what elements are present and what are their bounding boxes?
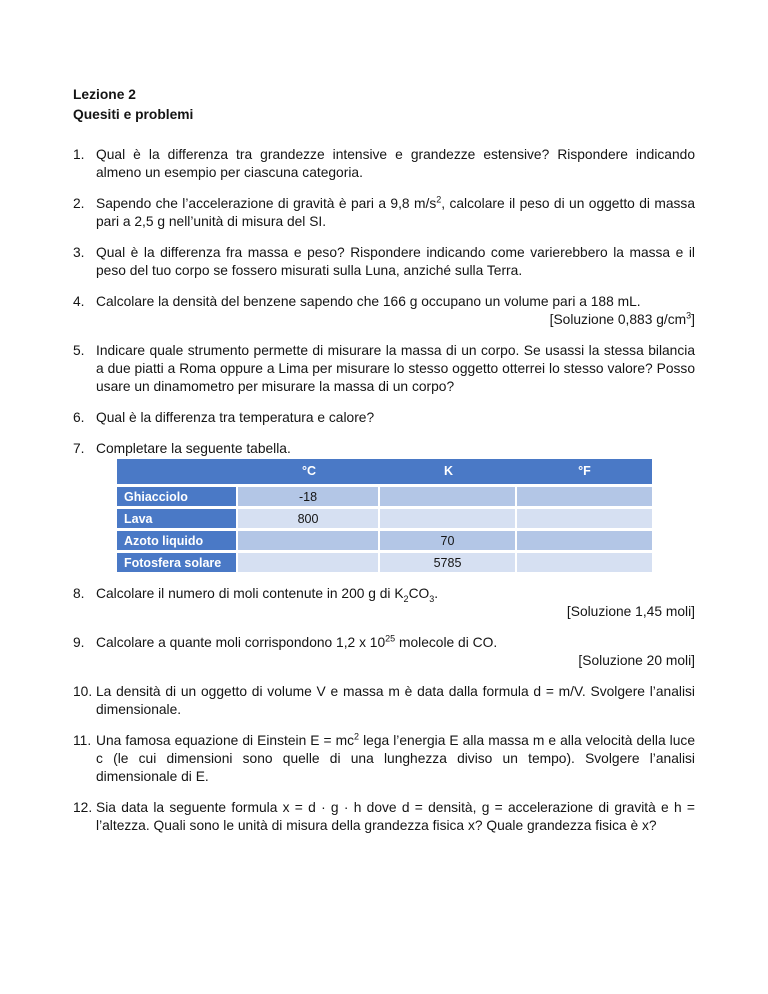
question-number: 3. (73, 245, 85, 260)
doc-subtitle: Quesiti e problemi (73, 107, 194, 122)
superscript: 3 (686, 310, 692, 321)
question-item (73, 440, 695, 572)
cell-kelvin (380, 487, 517, 506)
cell-kelvin: 5785 (380, 553, 517, 572)
question-item (73, 732, 695, 786)
question-text: Completare la seguente tabella. (96, 441, 291, 456)
question-item (73, 799, 695, 835)
question-text: Una famosa equazione di Einstein $E = mc^2$ lega l’energia E alla massa m e alla velocità della luce c (le cui dimensioni sono quelle di una lunghezza diviso un tempo). Svolgere l’analisi dimensionale di E. (96, 731, 695, 784)
question-item (73, 195, 695, 231)
temperature-table (117, 459, 652, 572)
header-cell: °C (301, 464, 317, 478)
solution-text: [Soluzione 1,45 moli] (566, 604, 695, 619)
row-label: Fotosfera solare (117, 553, 238, 572)
lesson-title: Lezione 2 (73, 87, 136, 102)
question-item (73, 342, 695, 396)
table-header-row (117, 459, 652, 484)
question-text: Sia data la seguente formula x = d · g · h dove d = densità, g = accelerazione di gravità e h = l’altezza. Quali sono le unità di misura della grandezza fisica x? Quale grandezza fisica è x? (96, 800, 695, 833)
header-cell-empty (117, 459, 238, 484)
superscript: 2 (354, 731, 360, 742)
cell-celsius (238, 553, 380, 572)
cell-fahrenheit (517, 509, 652, 528)
question-item (73, 146, 695, 182)
superscript: 25 (385, 633, 396, 644)
question-number: 1. (73, 147, 85, 162)
question-number: 2. (73, 196, 85, 211)
question-item (73, 683, 695, 719)
row-label: Lava (117, 509, 238, 528)
table-row (117, 509, 652, 528)
subscript: 2 (403, 593, 409, 604)
header-cell: K (443, 464, 454, 478)
row-label: Ghiacciolo (117, 487, 238, 506)
question-number: 12. (73, 800, 93, 815)
cell-fahrenheit (517, 553, 652, 572)
question-item (73, 634, 695, 670)
table-row (117, 531, 652, 550)
question-number: 6. (73, 410, 85, 425)
question-item (73, 293, 695, 329)
question-item (73, 244, 695, 280)
cell-celsius: -18 (238, 487, 380, 506)
cell-kelvin: 70 (380, 531, 517, 550)
question-number: 4. (73, 294, 85, 309)
question-number: 5. (73, 343, 85, 358)
question-number: 9. (73, 635, 85, 650)
question-number: 7. (73, 441, 85, 456)
row-label: Azoto liquido (117, 531, 238, 550)
solution-text: [Soluzione 0,883 $g/cm^3$] (549, 310, 695, 327)
superscript: 2 (436, 194, 442, 205)
questions-list (73, 146, 695, 835)
cell-celsius (238, 531, 380, 550)
cell-kelvin (380, 509, 517, 528)
question-text: Calcolare a quante moli corrispondono 1,2 x $10^{25}$ molecole di CO. (96, 633, 498, 650)
question-text: Qual è la differenza tra temperatura e calore? (96, 410, 375, 425)
table-row (117, 487, 652, 506)
question-text: Qual è la differenza fra massa e peso? Rispondere indicando come varierebbero la massa e il peso del tuo corpo se fossero misurati sulla Luna, anziché sulla Terra. (96, 245, 695, 278)
question-number: 11. (73, 733, 92, 748)
question-text: Sapendo che l’accelerazione di gravità è pari a 9,8 $m/s^2$, calcolare il peso di un oggetto di massa pari a 2,5 g nell’unità di misura del SI. (96, 194, 695, 229)
question-number: 10. (73, 684, 93, 699)
question-item (73, 409, 695, 427)
question-number: 8. (73, 586, 85, 601)
question-text: Calcolare il numero di moli contenute in 200 g di $K_2CO_3$. (96, 586, 439, 604)
question-text: Calcolare la densità del benzene sapendo che 166 g occupano un volume pari a 188 mL. (96, 294, 641, 309)
question-text: La densità di un oggetto di volume V e massa m è data dalla formula d = m/V. Svolgere l’analisi dimensionale. (96, 684, 695, 717)
question-item (73, 585, 695, 621)
header-cell: °F (578, 464, 591, 478)
solution-text: [Soluzione 20 moli] (578, 653, 695, 668)
question-text: Indicare quale strumento permette di misurare la massa di un corpo. Se usassi la stessa bilancia a due piatti a Roma oppure a Lima per misurare lo stesso oggetto otterrei lo stesso valore? Posso usare un dinamometro per misurare la massa di un corpo? (96, 343, 695, 394)
table-row (117, 553, 652, 572)
subscript: 3 (429, 593, 435, 604)
question-text: Qual è la differenza tra grandezze intensive e grandezze estensive? Rispondere indicando almeno un esempio per ciascuna categoria. (96, 147, 695, 180)
cell-fahrenheit (517, 531, 652, 550)
cell-celsius: 800 (238, 509, 380, 528)
cell-fahrenheit (517, 487, 652, 506)
